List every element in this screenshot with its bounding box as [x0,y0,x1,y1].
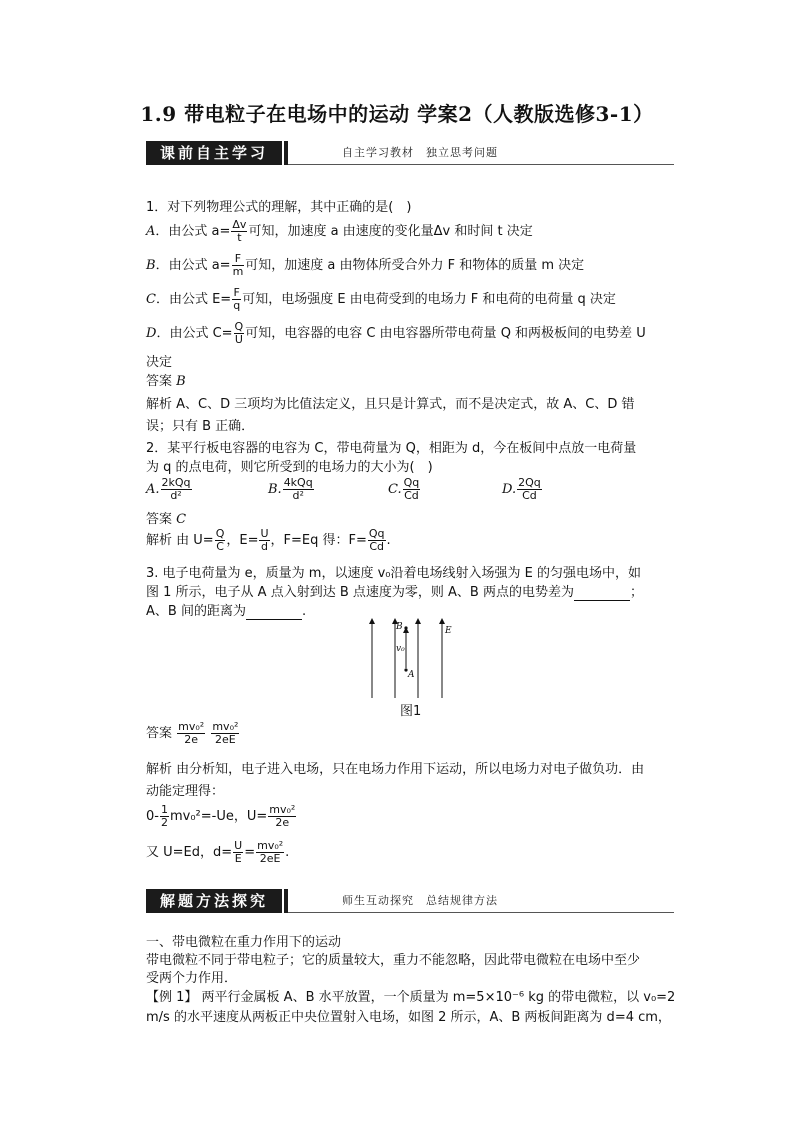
fraction [232,253,245,278]
numerator: 2Qq [518,476,541,489]
numerator: F [232,253,245,266]
denominator: 2e [184,733,199,746]
option-letter: D. [502,482,517,497]
q2-line2: 为 q 的点电荷，则它所受到的电场力的大小为( ) [146,460,433,475]
fig-label-b: B [396,622,403,632]
analysis-text: A、C、D 三项均为比值法定义，且只是计算式，而不是决定式，故 A、C、D 错 [176,397,635,412]
q1-option-d [146,321,646,346]
fig-label-v0: v₀ [396,644,405,654]
denominator: Cd [404,489,419,502]
equation-text: mv₀²=-Ue，U= [169,809,268,824]
denominator: q [233,299,241,312]
formula-prefix: ．由公式 E= [155,292,232,307]
denominator: Cd [369,540,385,553]
q3-text: ； [629,585,643,600]
q1-answer [146,374,186,390]
q3-text: 图 1 所示，电子从 A 点入射到达 B 点速度为零，则 A、B 两点的电势差为 [146,585,574,600]
numerator: F [233,286,240,299]
analysis-text: 由 U= [176,533,214,548]
fraction [256,840,284,865]
formula-prefix: ．由公式 a= [155,224,231,239]
denominator: 2eE [259,852,281,865]
part-paragraph-line2: 受两个力作用． [146,971,238,986]
q2-option-a [146,477,193,502]
option-letter: A [146,224,156,239]
equation-text: 0- [146,809,159,824]
option-letter: C [146,292,156,307]
option-letter: B. [268,482,282,497]
formula-prefix: ．由公式 a= [155,258,231,273]
section-label: 课前自主学习 [146,141,282,165]
q2-line1: 2．某平行板电容器的电容为 C，带电荷量为 Q，相距为 d，今在板间中点放一电荷量 [146,441,637,456]
numerator: Q [215,527,225,540]
fraction [215,528,226,553]
part-paragraph-line1: 带电微粒不同于带电粒子；它的质量较大，重力不能忽略，因此带电微粒在电场中至少 [146,953,641,968]
answer-blank[interactable] [574,588,630,601]
answer-label: 答案 [146,726,173,741]
q1-option-b [146,253,584,278]
denominator: C [216,540,224,553]
denominator: 2 [160,816,168,829]
fraction [211,721,239,746]
q2-analysis [146,528,391,553]
fraction [232,287,241,312]
equation-text: . [285,845,290,860]
numerator: Qq [368,527,385,540]
q3-line2 [146,585,643,601]
fraction [268,804,296,829]
answer-value: C [176,512,187,527]
section-rule [288,164,674,165]
numerator: 2kQq [161,476,191,489]
option-text: 可知，加速度 a 由速度的变化量Δv 和时间 t 决定 [248,224,533,239]
section-header-self-study [146,141,674,167]
q3-line1: 3. 电子电荷量为 e，质量为 m，以速度 v₀沿着电场线射入场强为 E 的匀强电场中，如 [146,566,641,581]
analysis-label: 解析 [146,397,173,412]
option-letter: A. [146,482,160,497]
numerator: 1 [160,803,168,816]
denominator: m [232,265,244,278]
option-text: 可知，加速度 a 由物体所受合外力 F 和物体的质量 m 决定 [245,258,585,273]
numerator: U [234,839,243,852]
q1-option-a [146,219,533,244]
numerator: mv₀² [269,803,296,816]
option-letter: B [146,258,156,273]
section-bar [284,141,288,165]
analysis-text: . [386,533,391,548]
formula-prefix: ．由公式 C= [156,326,233,341]
section-subtitle: 师生互动探究 总结规律方法 [342,894,498,907]
q3-analysis-line1 [146,762,644,778]
answer-label: 答案 [146,512,173,527]
q3-analysis-line2: 动能定理得： [146,784,225,799]
numerator: 4kQq [283,476,313,489]
q3-equation-1 [146,804,297,829]
denominator: d [261,540,268,553]
denominator: 2e [275,816,290,829]
denominator: Cd [522,489,537,502]
figure-1-caption: 图1 [400,704,422,719]
q3-text: A、B 间的距离为 [146,604,246,619]
fraction [231,219,247,244]
fraction [403,477,421,502]
example-1-line1 [146,990,675,1006]
fraction [160,804,169,829]
answer-blank[interactable] [246,607,302,620]
fraction [283,477,314,502]
denominator: E [234,852,242,865]
q1-option-c [146,287,616,312]
denominator: 2eE [215,733,236,746]
section-subtitle: 自主学习教材 独立思考问题 [342,146,498,159]
denominator: U [234,333,243,346]
option-letter: C. [388,482,402,497]
answer-value: B [176,374,186,389]
denominator: d² [170,489,182,502]
fraction [368,528,386,553]
section-header-method [146,889,674,915]
analysis-text: 由分析知，电子进入电场，只在电场力作用下运动，所以电场力对电子做负功．由 [176,762,645,777]
option-text: 可知，电场强度 E 由电荷受到的电场力 F 和电荷的电荷量 q 决定 [242,292,616,307]
section-bar [284,889,288,913]
equation-text: = [244,845,256,860]
fraction [233,840,243,865]
numerator: Q [234,320,244,333]
part-heading: 一、带电微粒在重力作用下的运动 [146,935,342,950]
q1-analysis-line1 [146,397,635,413]
q2-option-c [388,477,421,502]
q3-text: . [301,604,307,619]
q2-answer [146,512,186,528]
fraction [177,721,205,746]
answer-label: 答案 [146,374,173,389]
fraction [259,528,269,553]
equation-text: 又 U=Ed，d= [146,845,233,860]
fig-label-a: A [408,670,415,680]
fraction [234,321,245,346]
numerator: mv₀² [178,720,205,733]
denominator: d² [292,489,304,502]
analysis-label: 解析 [146,533,173,548]
q3-line3 [146,604,306,620]
q1-stem: 1．对下列物理公式的理解，其中正确的是( ) [146,200,412,215]
page-title: 1.9 带电粒子在电场中的运动 学案2（人教版选修3-1） [140,102,654,126]
analysis-text: ，E= [226,533,259,548]
numerator: mv₀² [257,839,284,852]
example-label: 【例 1】 [146,990,198,1005]
example-text: 两平行金属板 A、B 水平放置，一个质量为 m=5×10⁻⁶ kg 的带电微粒，以 v₀=2 [197,990,676,1005]
analysis-label: 解析 [146,762,173,777]
q3-answer [146,721,240,746]
q1-analysis-line2: 误；只有 B 正确． [146,419,255,434]
analysis-text: ，F=Eq 得：F= [270,533,367,548]
option-letter: D [146,326,157,341]
fraction [517,477,542,502]
point-b [404,626,407,629]
numerator: Δv [232,218,247,231]
q3-equation-2 [146,840,289,865]
numerator: U [260,527,269,540]
section-rule [288,912,674,913]
fig-label-e: E [445,626,452,636]
section-label: 解题方法探究 [146,889,282,913]
option-text: 可知，电容器的电容 C 由电容器所带电荷量 Q 和两极板间的电势差 U [245,326,646,341]
example-1-line2: m/s 的水平速度从两板正中央位置射入电场，如图 2 所示，A、B 两板间距离为 d=4 cm， [146,1010,671,1025]
numerator: mv₀² [212,720,239,733]
q1-option-d-cont: 决定 [146,355,173,370]
denominator: t [237,231,242,244]
numerator: Qq [403,476,420,489]
q2-option-b [268,477,315,502]
fraction [161,477,192,502]
q2-option-d [502,477,543,502]
